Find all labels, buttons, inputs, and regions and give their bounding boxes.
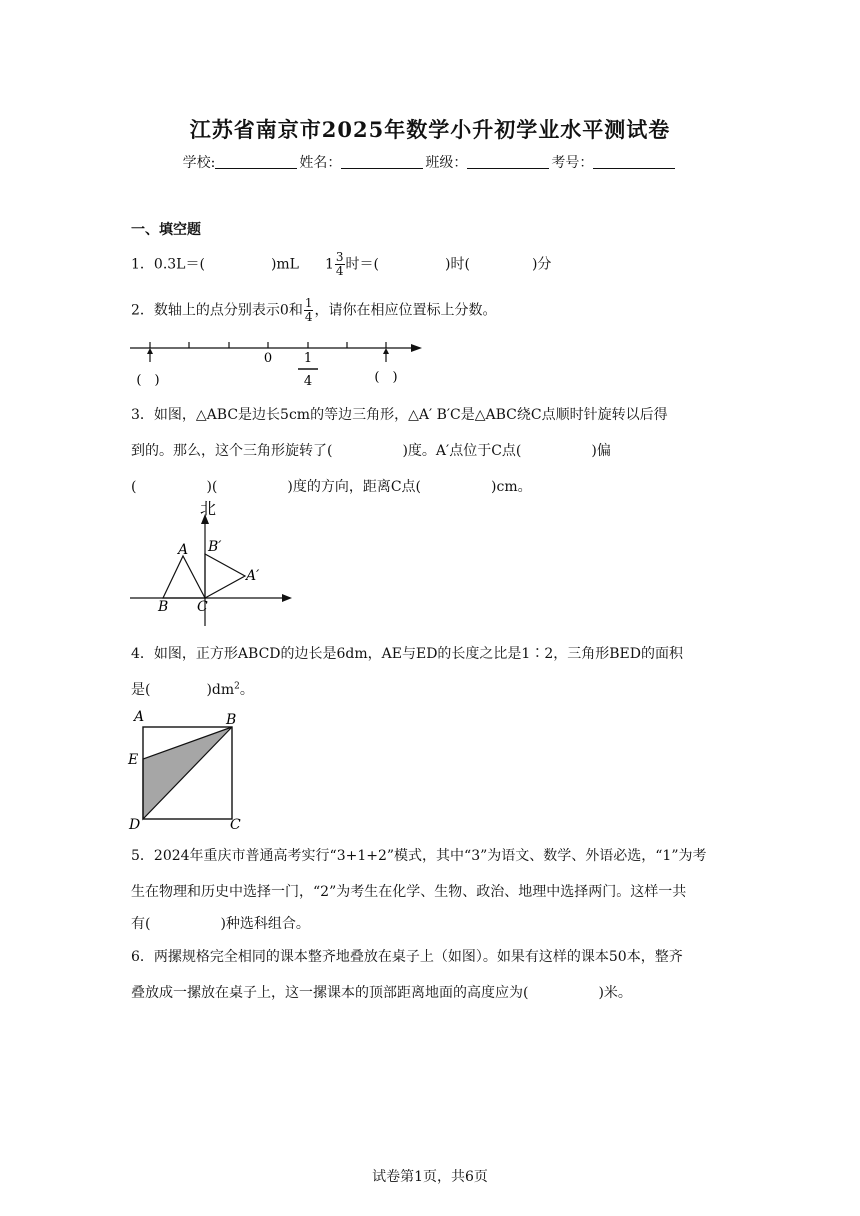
question-4-line-2: 是( )$dm^2$。: [131, 681, 254, 698]
question-5-line-2: 生在物理和历史中选择一门，“2”为考生在化学、生物、政治、地理中选择两门。这样一共: [131, 884, 687, 900]
question-5-line-1: 5．2024年重庆市普通高考实行“3+1+2”模式，其中“3”为语文、数学、外语必选，“1”为考: [131, 848, 707, 864]
tick-label-numerator: 1: [303, 351, 313, 366]
label-a: A: [178, 542, 189, 558]
q1-text-b: )mL: [270, 256, 299, 273]
question-1: [131, 251, 551, 278]
square-figure: [126, 705, 256, 835]
class-blank[interactable]: [467, 154, 549, 169]
q2-text-a: 2．数轴上的点分别表示0和: [131, 302, 303, 319]
arrow-right-icon: [411, 344, 422, 352]
label-a-prime: A′: [246, 568, 260, 584]
q1-text-d: )时(: [445, 256, 470, 273]
name-label: 姓名：: [299, 155, 342, 171]
label-b: B: [226, 712, 237, 728]
number-line-figure: [128, 332, 428, 394]
student-info-row: [0, 152, 860, 172]
tick-label-zero: 0: [263, 351, 273, 366]
label-b: B: [158, 599, 169, 615]
question-3-line-2: 到的。那么，这个三角形旋转了( )度。A′点位于C点( )偏: [131, 443, 611, 459]
question-5-line-3: 有( )种选科组合。: [131, 916, 310, 932]
tick-label-denominator: 4: [303, 374, 313, 389]
triangle-rotated: [205, 554, 245, 598]
label-d: D: [129, 817, 141, 833]
rotation-figure: [128, 498, 298, 628]
q2-text-b: ，请你在相应位置标上分数。: [314, 302, 497, 319]
question-6-line-1: 6．两摞规格完全相同的课本整齐地叠放在桌子上（如图）。如果有这样的课本50本，整齐: [131, 949, 683, 965]
label-a: A: [134, 709, 145, 725]
q1-text-c: 时＝(: [345, 256, 380, 273]
question-3-line-3: ( )( )度的方向，距离C点( )cm。: [131, 479, 532, 495]
page-footer: 试卷第1页，共6页: [372, 1169, 488, 1185]
triangle-abc: [163, 556, 205, 598]
name-blank[interactable]: [341, 154, 423, 169]
question-2: [131, 297, 496, 324]
exam-number-label: 考号：: [551, 155, 594, 171]
q1-mixed-whole: 1: [324, 256, 334, 273]
label-e: E: [128, 752, 139, 768]
exam-number-blank[interactable]: [593, 154, 675, 169]
arrow-right-icon: [282, 594, 292, 602]
label-c: C: [197, 599, 208, 615]
label-c: C: [230, 817, 241, 833]
q1-fraction: $\frac{3}{4}$: [335, 250, 344, 278]
answer-paren-left[interactable]: ( ): [136, 373, 160, 388]
page-title: 江苏省南京市2025年数学小升初学业水平测试卷: [189, 117, 671, 142]
class-label: 班级：: [425, 155, 468, 171]
school-blank[interactable]: [215, 154, 297, 169]
q1-text-e: )分: [531, 256, 552, 273]
school-label: 学校:: [182, 155, 216, 171]
answer-paren-right[interactable]: ( ): [374, 370, 398, 385]
north-label: 北: [200, 499, 217, 518]
section-heading: 一、填空题: [131, 222, 201, 238]
q2-fraction: $\frac{1}{4}$: [304, 296, 313, 324]
question-6-line-2: 叠放成一摞放在桌子上，这一摞课本的顶部距离地面的高度应为( )米。: [131, 985, 632, 1001]
label-b-prime: B′: [208, 539, 222, 555]
question-4-line-1: 4．如图，正方形ABCD的边长是6dm，AE与ED的长度之比是1∶2，三角形BED的面积: [131, 646, 683, 662]
question-3-line-1: 3．如图，△ABC是边长5cm的等边三角形，△A′ B′C是△ABC绕C点顺时针旋转以后得: [131, 407, 668, 423]
q1-text-a: 1．0.3L＝(: [131, 256, 205, 273]
shaded-triangle-bed: [143, 727, 232, 819]
